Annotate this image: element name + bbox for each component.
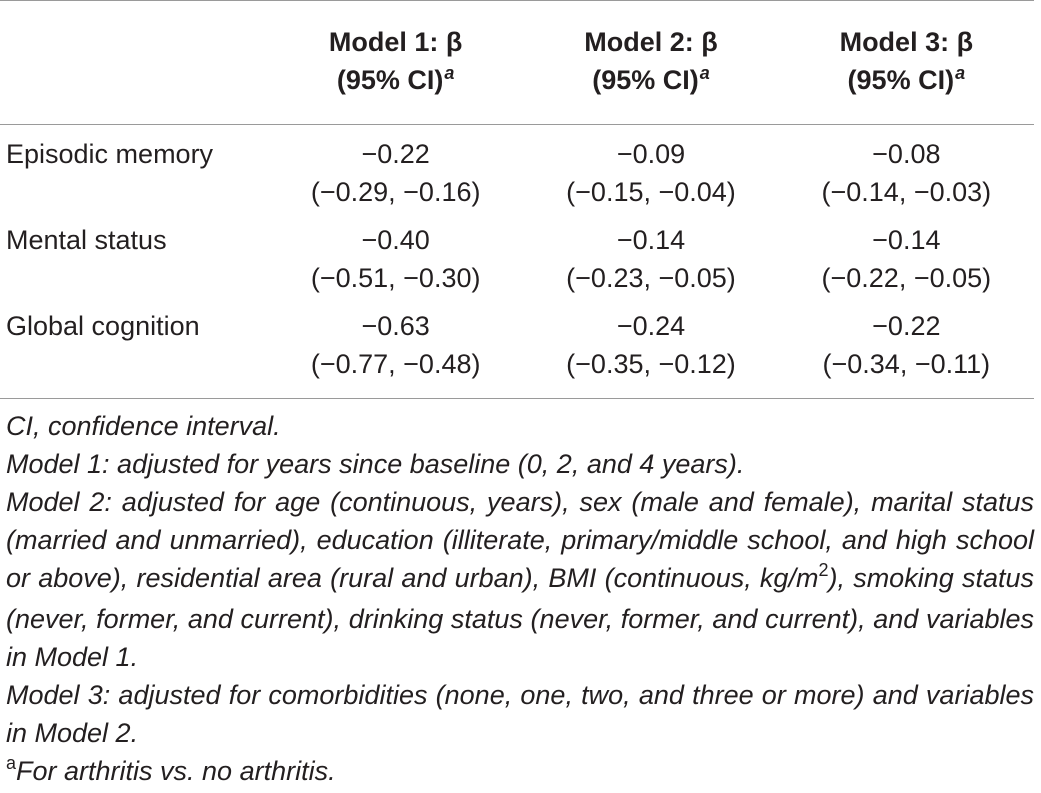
table-cell [268, 125, 523, 221]
ci-value: (−0.35, −0.12) [566, 348, 736, 379]
header-model-2 [523, 1, 778, 125]
table-cell [268, 221, 523, 307]
estimate-value: −0.22 [872, 310, 941, 341]
table-row-global-cognition [0, 307, 1034, 399]
estimate-value: −0.14 [616, 224, 686, 255]
ci-value: (−0.23, −0.05) [566, 262, 736, 293]
table-cell [779, 307, 1034, 399]
ci-value: (−0.14, −0.03) [821, 177, 992, 207]
footnote-ci: CI, confidence interval. [6, 411, 281, 441]
header-empty-cell [0, 1, 268, 125]
header-model-1-superscript: a [444, 63, 455, 83]
table-cell [268, 307, 523, 399]
header-model-1-title: Model 1: β [328, 27, 463, 57]
estimate-value: −0.09 [616, 139, 686, 169]
estimate-value: −0.22 [361, 139, 430, 169]
footnote-model-2 [6, 483, 1034, 676]
ci-value: (−0.15, −0.04) [566, 177, 736, 207]
table-header [0, 1, 1034, 125]
estimate-value: −0.24 [616, 310, 686, 341]
footnote-model-3: Model 3: adjusted for comorbidities (none, one, two, and three or more) and variables in Model 2. [6, 680, 1034, 748]
header-model-3-ci: (95% CI) [847, 65, 955, 95]
header-model-2-superscript: a [699, 63, 710, 83]
estimate-value: −0.40 [361, 224, 430, 255]
footnote-model-2-superscript: 2 [818, 560, 829, 580]
header-model-3-title: Model 3: β [839, 27, 974, 57]
estimate-value: −0.08 [872, 139, 941, 169]
table-cell [523, 125, 778, 221]
ci-value: (−0.77, −0.48) [310, 348, 481, 379]
row-label: Global cognition [0, 307, 268, 399]
row-label: Mental status [6, 224, 167, 255]
estimate-value: −0.14 [872, 224, 941, 255]
table-cell [523, 307, 778, 399]
footnote-a-mark: a [6, 753, 17, 773]
table-cell [523, 221, 778, 307]
table-row-episodic-memory [0, 125, 1034, 221]
table-row-mental-status [0, 221, 1034, 307]
header-model-1-ci: (95% CI) [336, 65, 444, 95]
ci-value: (−0.29, −0.16) [310, 177, 481, 207]
footnote-model-1: Model 1: adjusted for years since baseline (0, 2, and 4 years). [6, 449, 745, 479]
ci-value: (−0.34, −0.11) [822, 348, 991, 379]
header-model-3-superscript: a [955, 63, 966, 83]
header-model-2-title: Model 2: β [584, 27, 718, 57]
header-row [0, 1, 1034, 125]
table-cell [779, 125, 1034, 221]
footnote-model-2-text-start: Model 2: adjusted for age (continuous, years), sex (male and female), marital status (married and unmarried), education (illiterate, primary/middle school, and high school or above), residential area (rural and urban), BMI (continuous, kg/m [6, 487, 1034, 593]
header-model-2-ci: (95% CI) [592, 65, 699, 95]
results-table [0, 0, 1034, 399]
ci-value: (−0.51, −0.30) [310, 262, 481, 293]
row-label: Episodic memory [6, 139, 214, 169]
table-body [0, 125, 1034, 399]
header-model-3 [779, 1, 1034, 125]
table-cell [779, 221, 1034, 307]
table-footnotes [6, 407, 1034, 793]
footnote-model-2-text-end: ), smoking status (never, former, and current), drinking status (never, former, and current), and variables in Model 1. [6, 563, 1034, 672]
header-model-1 [268, 1, 523, 125]
estimate-value: −0.63 [361, 310, 430, 341]
ci-value: (−0.22, −0.05) [821, 262, 992, 293]
footnote-a-text: For arthritis vs. no arthritis. [16, 756, 336, 786]
footnote-a [6, 752, 1034, 793]
